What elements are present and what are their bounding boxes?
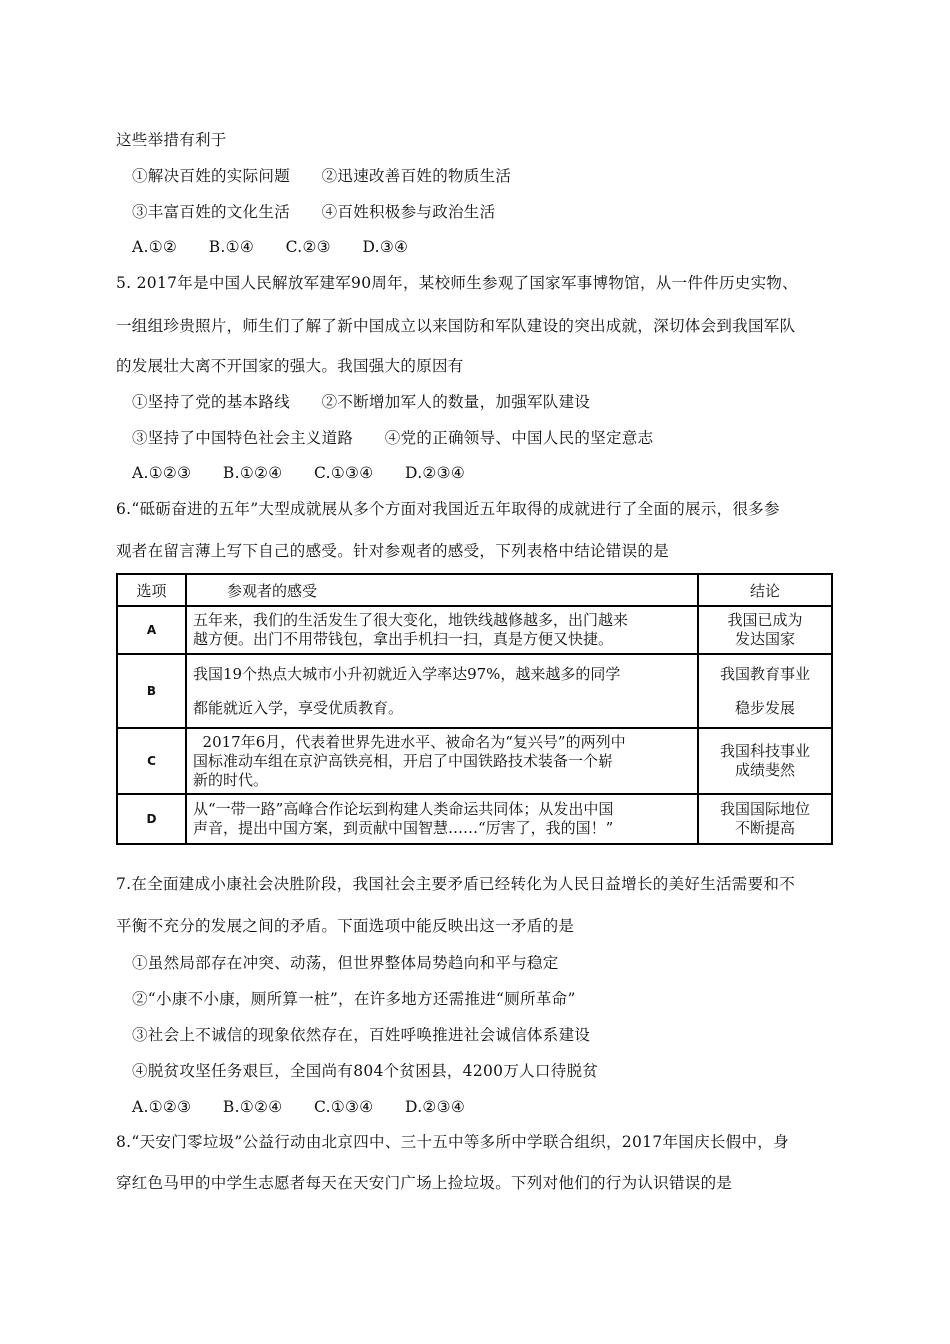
row-feeling [186,728,698,794]
row-feeling [186,606,698,654]
conclusion-line: 发达国家 [734,630,795,648]
row-conclusion [698,794,832,844]
row-conclusion [698,606,832,654]
q7-option-4: ④脱贫攻坚任务艰巨，全国尚有804个贫困县，4200万人口待脱贫 [132,1062,599,1080]
conclusion-line: 不断提高 [734,819,795,837]
q8-stem-line1: 8.“天安门零垃圾”公益行动由北京四中、三十五中等多所中学联合组织，2017年国庆长假中，身 [116,1133,789,1151]
row-option: D [117,794,186,844]
table-row [117,606,832,654]
q6-table [116,573,833,845]
header-option: 选项 [117,574,186,606]
feeling-line: 都能就近入学，享受优质教育。 [193,699,404,717]
q5-stem-line1: 5. 2017年是中国人民解放军建军90周年，某校师生参观了国家军事博物馆，从一件件历史实物、 [116,274,798,292]
conclusion-line: 成绩斐然 [734,761,795,779]
q4-options-line2: ③丰富百姓的文化生活 ④百姓积极参与政治生活 [132,203,496,221]
q5-stem-line2: 一组组珍贵照片，师生们了解了新中国成立以来国防和军队建设的突出成就，深切体会到我国军队 [116,317,796,335]
feeling-line: 越方便。出门不用带钱包，拿出手机扫一扫，真是方便又快捷。 [193,630,614,648]
row-conclusion [698,654,832,728]
conclusion-line: 我国国际地位 [719,800,810,818]
conclusion-line: 稳步发展 [734,699,795,717]
table-row [117,654,832,728]
feeling-line: 五年来，我们的生活发生了很大变化，地铁线越修越多，出门越来 [193,611,629,629]
table-row [117,728,832,794]
conclusion-line: 我国已成为 [727,611,803,629]
row-feeling [186,794,698,844]
row-option: A [117,606,186,654]
q4-options-line1: ①解决百姓的实际问题 ②迅速改善百姓的物质生活 [132,167,512,185]
row-conclusion [698,728,832,794]
table-header-row [117,574,832,606]
feeling-line: 我国19个热点大城市小升初就近入学率达97%，越来越多的同学 [193,665,621,683]
q5-stem-line3: 的发展壮大离不开国家的强大。我国强大的原因有 [116,357,464,375]
q7-option-3: ③社会上不诚信的现象依然存在，百姓呼唤推进社会诚信体系建设 [132,1026,591,1044]
header-feeling: 参观者的感受 [186,574,698,606]
q6-stem-line1: 6.“砥砺奋进的五年”大型成就展从多个方面对我国近五年取得的成就进行了全面的展示，很多参 [116,500,780,518]
conclusion-line: 我国教育事业 [719,665,810,683]
header-conclusion: 结论 [698,574,832,606]
row-option: C [117,728,186,794]
conclusion-line: 我国科技事业 [719,742,810,760]
q4-stem-end: 这些举措有利于 [116,131,227,149]
q6-stem-line2: 观者在留言薄上写下自己的感受。针对参观者的感受，下列表格中结论错误的是 [116,542,670,560]
feeling-line: 国标准动车组在京沪高铁亮相，开启了中国铁路技术装备一个崭 [193,751,614,770]
q7-choices: A.①②③ B.①②④ C.①③④ D.②③④ [132,1098,466,1116]
q5-choices: A.①②③ B.①②④ C.①③④ D.②③④ [132,464,466,482]
q7-stem-line2: 平衡不充分的发展之间的矛盾。下面选项中能反映出这一矛盾的是 [116,917,575,935]
q7-stem-line1: 7.在全面建成小康社会决胜阶段，我国社会主要矛盾已经转化为人民日益增长的美好生活需要和不 [116,875,795,893]
q5-options-line1: ①坚持了党的基本路线 ②不断增加军人的数量，加强军队建设 [132,393,591,411]
feeling-line: 2017年6月，代表着世界先进水平、被命名为“复兴号”的两列中 [193,732,626,751]
feeling-line: 从“一带一路”高峰合作论坛到构建人类命运共同体；从发出中国 [193,800,614,818]
table-row [117,794,832,844]
feeling-line: 声音，提出中国方案，到贡献中国智慧……“厉害了，我的国！” [193,819,614,837]
feeling-line: 新的时代。 [193,770,269,789]
q8-stem-line2: 穿红色马甲的中学生志愿者每天在天安门广场上捡垃圾。下列对他们的行为认识错误的是 [116,1174,733,1192]
q7-option-2: ②“小康不小康，厕所算一桩”，在许多地方还需推进“厕所革命” [132,990,576,1008]
row-feeling [186,654,698,728]
row-option: B [117,654,186,728]
q7-option-1: ①虽然局部存在冲突、动荡，但世界整体局势趋向和平与稳定 [132,954,559,972]
q5-options-line2: ③坚持了中国特色社会主义道路 ④党的正确领导、中国人民的坚定意志 [132,429,654,447]
q4-choices: A.①② B.①④ C.②③ D.③④ [132,238,409,256]
